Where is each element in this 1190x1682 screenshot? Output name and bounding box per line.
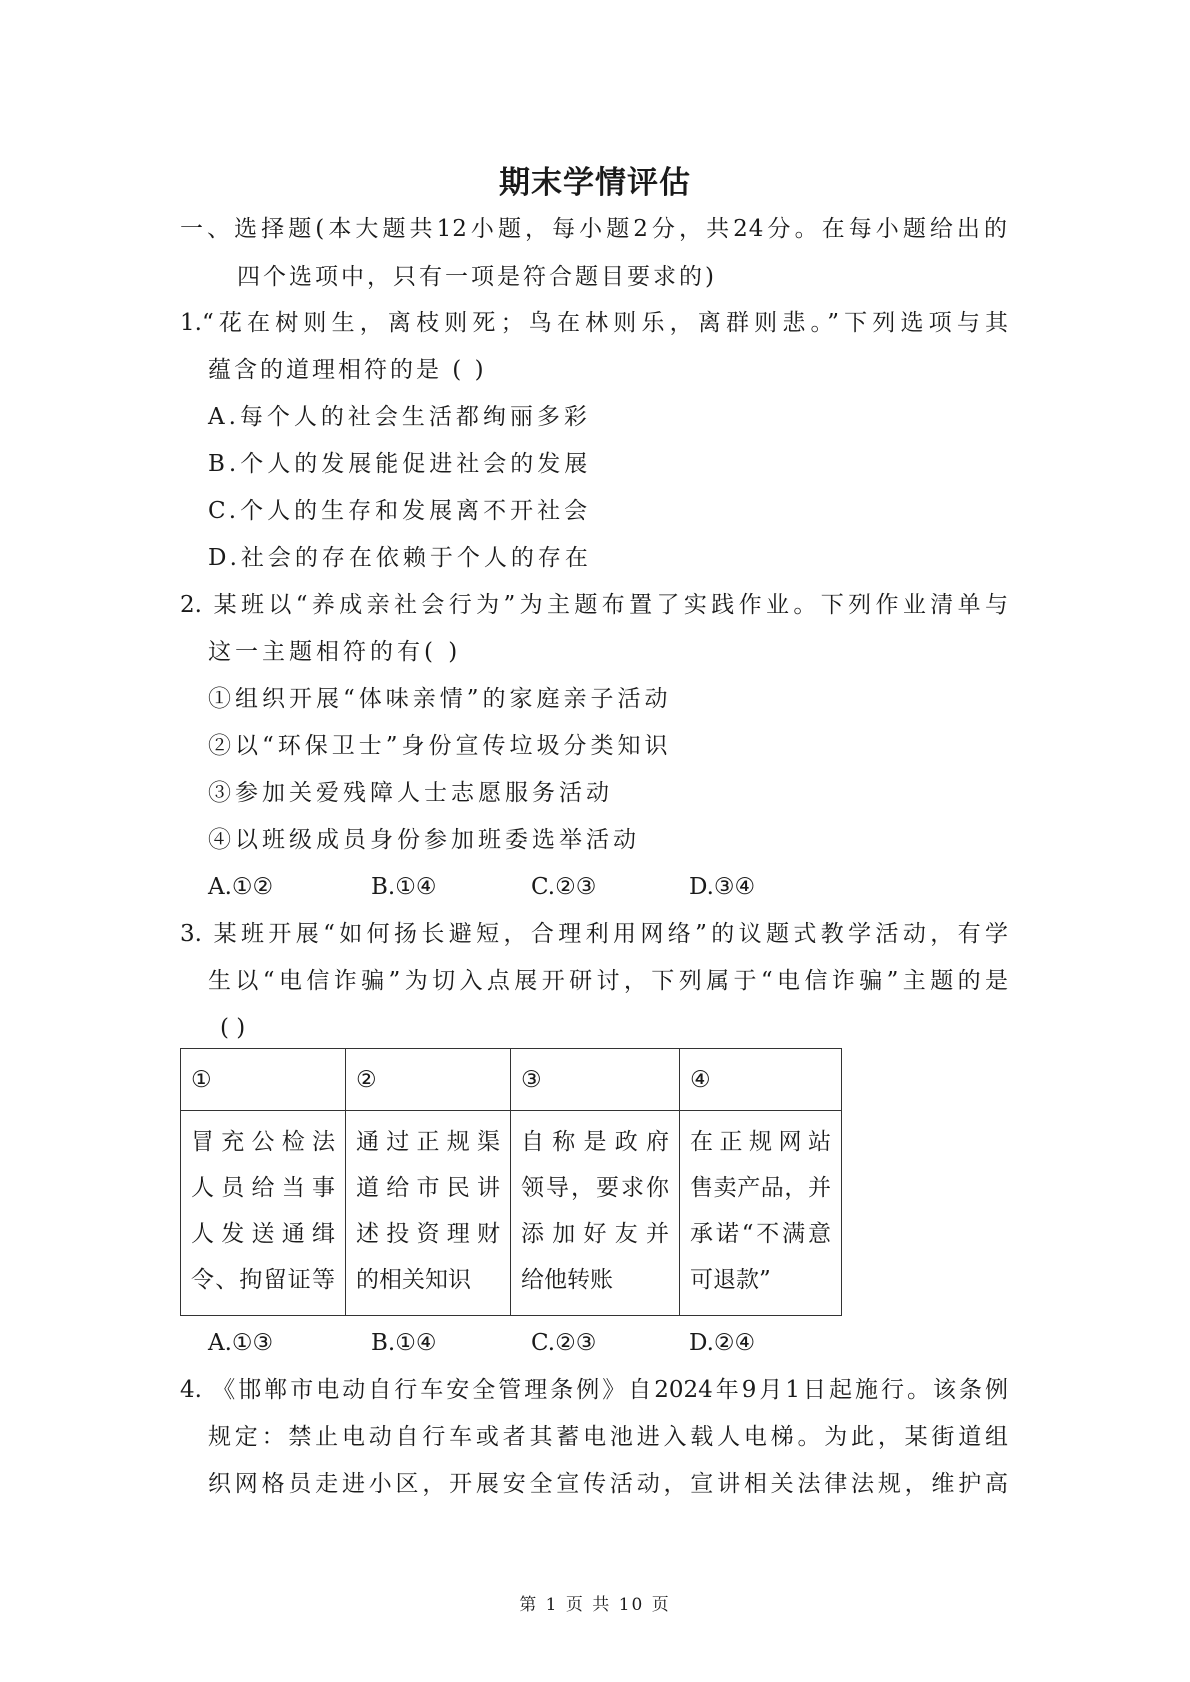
q3-table-cell-3: [511, 1111, 680, 1316]
q2-stem-line-1: 2. 某班以“养成亲社会行为”为主题布置了实践作业。下列作业清单与: [180, 592, 1008, 618]
q4-stem-line-1: 4. 《邯郸市电动自行车安全管理条例》自2024年9月1日起施行。该条例: [180, 1377, 1008, 1403]
q3-stem-line-1: 3. 某班开展“如何扬长避短，合理利用网络”的议题式教学活动，有学: [180, 921, 1008, 947]
q2-choice-b: B.①④: [371, 874, 437, 900]
q3-table-header-1: ①: [181, 1049, 346, 1111]
q2-choices: [208, 872, 808, 902]
q3-table-header-3: ③: [511, 1049, 680, 1111]
q1-option-c: C.个人的生存和发展离不开社会: [208, 498, 592, 524]
q2-item-4: ④以班级成员身份参加班委选举活动: [208, 827, 640, 853]
q3-cell-2-line-1: 通过正规渠: [356, 1129, 500, 1155]
q3-table-header-4: ④: [680, 1049, 842, 1111]
q3-table-cell-4: [680, 1111, 842, 1316]
q1-option-b: B.个人的发展能促进社会的发展: [208, 451, 592, 477]
q3-cell-3-line-4: 给他转账: [521, 1267, 613, 1293]
q3-stem-line-3: ( ): [220, 1015, 246, 1041]
q2-item-2: ②以“环保卫士”身份宣传垃圾分类知识: [208, 733, 672, 759]
page-title: 期末学情评估: [499, 165, 691, 201]
q3-choice-c: C.②③: [531, 1330, 597, 1356]
q3-choices: [208, 1328, 808, 1358]
q1-stem-line-2: 蕴含的道理相符的是 ( ): [208, 357, 487, 383]
q3-choice-d: D.②④: [689, 1330, 756, 1356]
q3-choice-a: A.①③: [208, 1330, 274, 1356]
q4-stem-line-3: 织网格员走进小区，开展安全宣传活动，宣讲相关法律法规，维护高: [208, 1471, 1008, 1497]
q3-choice-b: B.①④: [371, 1330, 437, 1356]
q1-stem-line-1: 1.“花在树则生，离枝则死；鸟在林则乐，离群则悲。”下列选项与其: [180, 310, 1008, 336]
q3-table-body-row: [181, 1111, 842, 1316]
section-heading-line-1: 一、选择题(本大题共12小题，每小题2分，共24分。在每小题给出的: [180, 216, 1008, 242]
q1-option-a: A.每个人的社会生活都绚丽多彩: [208, 404, 591, 430]
q3-cell-1-line-2: 人员给当事: [191, 1175, 335, 1201]
page-footer: 第 1 页 共 10 页: [519, 1595, 671, 1615]
q2-choice-c: C.②③: [531, 874, 597, 900]
q3-table-cell-1: [181, 1111, 346, 1316]
q2-stem-line-2: 这一主题相符的有( ): [208, 639, 462, 665]
q3-cell-4-line-1: 在正规网站: [690, 1129, 831, 1155]
q3-table-header-row: [181, 1049, 842, 1111]
q3-cell-4-line-2: 售卖产品，并: [690, 1175, 831, 1201]
q3-cell-3-line-3: 添加好友并: [521, 1221, 669, 1247]
q3-cell-2-line-3: 述投资理财: [356, 1221, 500, 1247]
q2-item-1: ①组织开展“体味亲情”的家庭亲子活动: [208, 686, 672, 712]
q4-stem-line-2: 规定：禁止电动自行车或者其蓄电池进入载人电梯。为此，某街道组: [208, 1424, 1008, 1450]
q3-options-table: [180, 1048, 842, 1316]
q3-table-header-2: ②: [346, 1049, 511, 1111]
q3-cell-3-line-1: 自称是政府: [521, 1129, 669, 1155]
q3-cell-2-line-4: 的相关知识: [356, 1267, 471, 1293]
q3-cell-1-line-4: 令、拘留证等: [191, 1267, 335, 1293]
q1-option-d: D.社会的存在依赖于个人的存在: [208, 545, 592, 571]
q3-table-cell-2: [346, 1111, 511, 1316]
q3-cell-1-line-3: 人发送通缉: [191, 1221, 335, 1247]
q3-stem-line-2: 生以“电信诈骗”为切入点展开研讨，下列属于“电信诈骗”主题的是: [208, 968, 1008, 994]
q3-cell-4-line-3: 承诺“不满意: [690, 1221, 831, 1247]
q3-cell-3-line-2: 领导，要求你: [521, 1175, 669, 1201]
q2-choice-a: A.①②: [208, 874, 274, 900]
q3-cell-1-line-1: 冒充公检法: [191, 1129, 335, 1155]
section-heading-line-2: 四个选项中，只有一项是符合题目要求的): [237, 264, 717, 290]
q2-item-3: ③参加关爱残障人士志愿服务活动: [208, 780, 613, 806]
q3-cell-2-line-2: 道给市民讲: [356, 1175, 500, 1201]
q2-choice-d: D.③④: [689, 874, 756, 900]
q3-cell-4-line-4: 可退款”: [690, 1267, 771, 1293]
